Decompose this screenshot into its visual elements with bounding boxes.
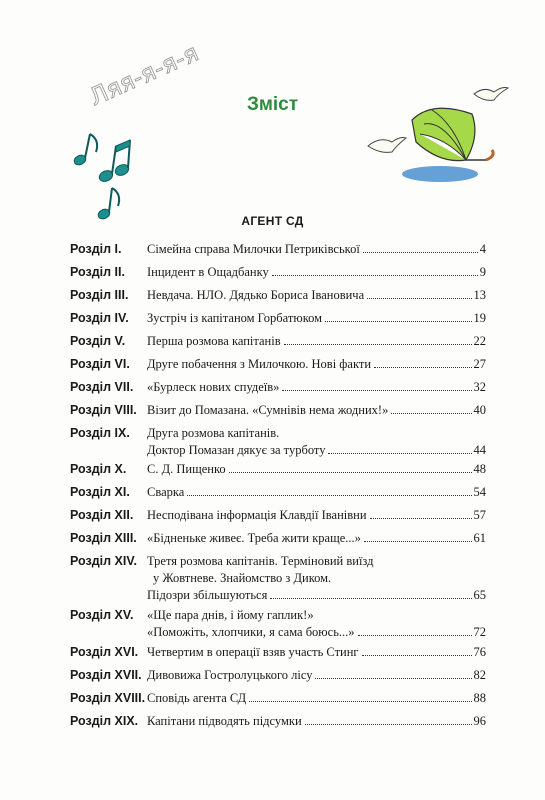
- dot-leader: [374, 367, 471, 368]
- chapter-label: Розділ IV.: [70, 311, 129, 325]
- chapter-title: Капітани підводять підсумки: [147, 714, 302, 728]
- chapter-title-line: [147, 625, 486, 641]
- page-number: 19: [473, 311, 486, 325]
- page-number: 61: [473, 531, 486, 545]
- handwriting-text: Ляя-я-я-я: [85, 38, 203, 112]
- page-number: 82: [473, 668, 486, 682]
- chapter-title-line: [153, 571, 486, 587]
- dot-leader: [270, 598, 471, 599]
- chapter-label: Розділ IX.: [70, 426, 130, 440]
- dot-leader: [325, 321, 471, 322]
- chapter-title: Четвертим в операції взяв участь Стинг: [147, 645, 359, 659]
- chapter-label: Розділ XIII.: [70, 531, 137, 545]
- chapter-title-line: [147, 554, 486, 570]
- chapter-title-line: [147, 265, 486, 281]
- dot-leader: [305, 724, 472, 725]
- chapter-title: у Жовтневе. Знайомство з Диком.: [153, 571, 332, 585]
- chapter-title: «Ще пара днів, і йому гаплик!»: [147, 608, 314, 622]
- chapter-label: Розділ VIII.: [70, 403, 137, 417]
- page-title: Зміст: [246, 94, 299, 115]
- chapter-title: Друге побачення з Милочкою. Нові факти: [147, 357, 372, 371]
- dot-leader: [328, 453, 471, 454]
- chapter-title: Доктор Помазан дякує за турботу: [147, 443, 326, 457]
- chapter-title: Сварка: [147, 485, 185, 499]
- dot-leader: [358, 635, 472, 636]
- chapter-title: Інцидент в Ощадбанку: [147, 265, 269, 279]
- page-number: 72: [473, 625, 486, 639]
- chapter-title-line: [147, 288, 486, 304]
- chapter-title-line: [147, 242, 486, 258]
- puddle-icon: [402, 166, 478, 182]
- chapter-title: «Бідненьке живеє. Треба жити краще...»: [147, 531, 361, 545]
- page-number: 65: [473, 588, 486, 602]
- page-number: 96: [473, 714, 486, 728]
- chapter-label: Розділ II.: [70, 265, 125, 279]
- chapter-title-line: [147, 462, 486, 478]
- dot-leader: [229, 472, 472, 473]
- chapter-title-line: [147, 608, 486, 624]
- chapter-title-line: [147, 485, 486, 501]
- dot-leader: [362, 655, 472, 656]
- chapter-title: «Бурлеск нових спудеїв»: [147, 380, 280, 394]
- page-number: 27: [473, 357, 486, 371]
- chapter-title: Сповідь агента СД: [147, 691, 247, 705]
- page-number: 57: [473, 508, 486, 522]
- chapter-title-line: [147, 311, 486, 327]
- chapter-title: Третя розмова капітанів. Терміновий виїзд: [147, 554, 374, 568]
- dot-leader: [364, 541, 472, 542]
- chapter-title-line: [147, 426, 486, 442]
- dot-leader: [187, 495, 471, 496]
- chapter-title: «Поможіть, хлопчики, я сама боюсь...»: [147, 625, 355, 639]
- page-number: 9: [479, 265, 486, 279]
- chapter-title-line: [147, 691, 486, 707]
- page-number: 4: [479, 242, 486, 256]
- dot-leader: [282, 390, 471, 391]
- umbrella-icon: [412, 108, 493, 160]
- chapter-label: Розділ V.: [70, 334, 126, 348]
- chapter-label: Розділ I.: [70, 242, 122, 256]
- chapter-title-line: [147, 334, 486, 350]
- dot-leader: [249, 701, 471, 702]
- chapter-title: Перша розмова капітанів: [147, 334, 281, 348]
- page-number: 22: [473, 334, 486, 348]
- chapter-title: Підозри збільшуються: [147, 588, 268, 602]
- dot-leader: [391, 413, 471, 414]
- chapter-title: Сімейна справа Милочки Петриківської: [147, 242, 360, 256]
- chapter-title: Зустріч із капітаном Горбатюком: [147, 311, 323, 325]
- chapter-title-line: [147, 531, 486, 547]
- page-number: 88: [473, 691, 486, 705]
- chapter-title: С. Д. Пищенко: [147, 462, 226, 476]
- chapter-label: Розділ XI.: [70, 485, 130, 499]
- page-number: 48: [473, 462, 486, 476]
- chapter-title-line: [147, 380, 486, 396]
- page-number: 54: [473, 485, 486, 499]
- chapter-title: Несподівана інформація Клавдії Іванівни: [147, 508, 367, 522]
- page-number: 40: [473, 403, 486, 417]
- chapter-title: Дивовижа Гостролуцького лісу: [147, 668, 313, 682]
- chapter-label: Розділ X.: [70, 462, 127, 476]
- chapter-title: Візит до Помазана. «Сумнівів нема жодних!»: [147, 403, 389, 417]
- chapter-label: Розділ XVI.: [70, 645, 139, 659]
- page-number: 76: [473, 645, 486, 659]
- page-number: 13: [473, 288, 486, 302]
- dot-leader: [284, 344, 472, 345]
- dot-leader: [363, 252, 478, 253]
- chapter-label: Розділ III.: [70, 288, 129, 302]
- chapter-label: Розділ XIV.: [70, 554, 138, 568]
- dot-leader: [272, 275, 478, 276]
- chapter-title-line: [147, 403, 486, 419]
- page-number: 32: [473, 380, 486, 394]
- chapter-label: Розділ VI.: [70, 357, 130, 371]
- chapter-title: Друга розмова капітанів.: [147, 426, 280, 440]
- chapter-title-line: [147, 645, 486, 661]
- chapter-title-line: [147, 714, 486, 730]
- chapter-label: Розділ XVII.: [70, 668, 142, 682]
- page-number: 44: [473, 443, 486, 457]
- chapter-label: Розділ XV.: [70, 608, 134, 622]
- chapter-label: Розділ XVIII.: [70, 691, 146, 705]
- chapter-title-line: [147, 443, 486, 459]
- dot-leader: [315, 678, 471, 679]
- chapter-label: Розділ VII.: [70, 380, 134, 394]
- chapter-label: Розділ XIX.: [70, 714, 139, 728]
- chapter-title-line: [147, 357, 486, 373]
- dot-leader: [367, 298, 471, 299]
- chapter-title-line: [147, 588, 486, 604]
- chapter-title-line: [147, 508, 486, 524]
- chapter-label: Розділ XII.: [70, 508, 134, 522]
- chapter-title-line: [147, 668, 486, 684]
- chapter-title: Невдача. НЛО. Дядько Бориса Івановича: [147, 288, 365, 302]
- section-title: АГЕНТ СД: [241, 214, 304, 228]
- dot-leader: [370, 518, 472, 519]
